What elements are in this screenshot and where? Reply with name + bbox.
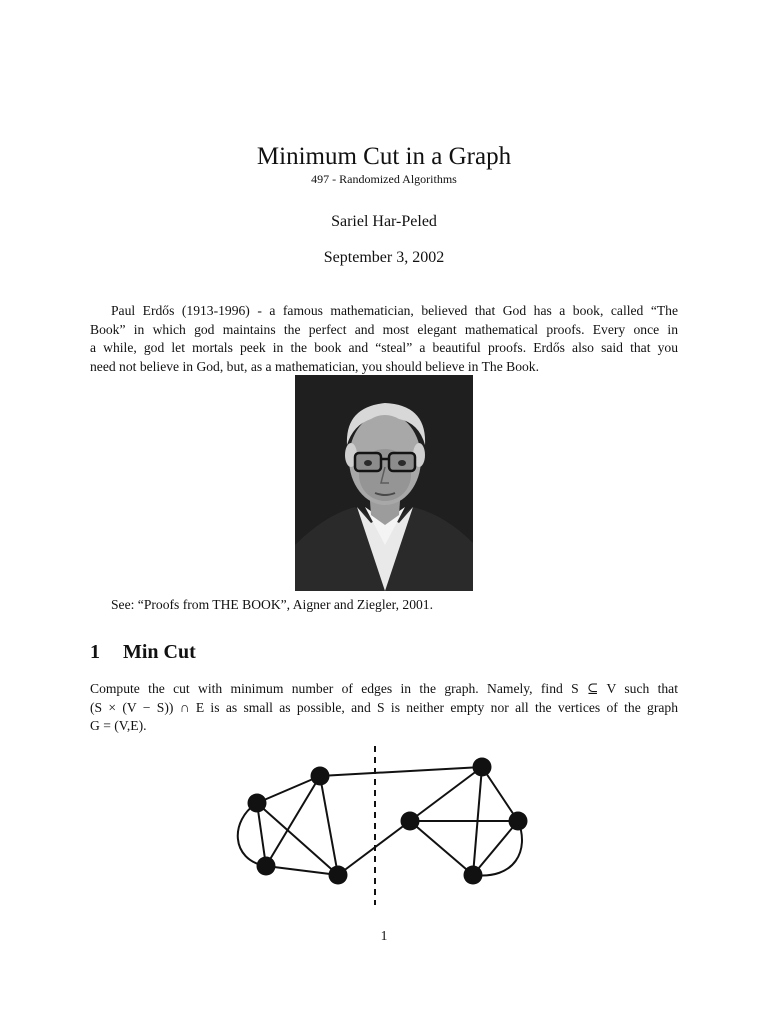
graph-edge xyxy=(320,767,482,776)
intro-line: Paul Erdős (1913-1996) - a famous mathematician, believed that God has a book, called “The xyxy=(111,303,678,318)
graph-edge xyxy=(257,803,266,866)
intro-line: a while, god let mortals peek in the book and “steal” a beautiful proofs. Erdős also said that you xyxy=(90,340,678,356)
graph-node xyxy=(473,758,492,777)
mincut-line: Compute the cut with minimum number of edges in the graph. Namely, find S ⊆ V such that xyxy=(90,681,678,696)
graph-node xyxy=(311,767,330,786)
intro-line: need not believe in God, but, as a mathematician, you should believe in The Book. xyxy=(90,359,539,375)
graph-edge xyxy=(482,767,518,821)
portrait-illustration xyxy=(295,375,473,591)
mincut-paragraph xyxy=(90,680,678,736)
graph-edges xyxy=(238,767,522,876)
graph-edge xyxy=(410,767,482,821)
section-number: 1 xyxy=(90,641,100,663)
graph-edge xyxy=(410,821,473,875)
portrait-photo xyxy=(295,375,473,591)
mincut-line: G = (V,E). xyxy=(90,718,147,734)
page-number: 1 xyxy=(380,928,388,943)
paper-author: Sariel Har-Peled xyxy=(331,213,437,230)
intro-line: Book” in which god maintains the perfect and most elegant mathematical proofs. Every once in xyxy=(90,321,678,337)
section-title: Min Cut xyxy=(123,641,196,663)
graph-figure xyxy=(230,740,530,910)
paper-date: September 3, 2002 xyxy=(323,249,445,266)
graph-node xyxy=(401,812,420,831)
graph-node xyxy=(464,866,483,885)
graph-node xyxy=(257,857,276,876)
graph-node xyxy=(329,866,348,885)
graph-edge xyxy=(257,776,320,803)
section-heading xyxy=(90,640,196,664)
mincut-line: (S × (V − S)) ∩ E is as small as possible, and S is neither empty nor all the vertices of the graph xyxy=(90,699,678,715)
paper-title: Minimum Cut in a Graph xyxy=(256,143,512,170)
reference-note: See: “Proofs from THE BOOK”, Aigner and Ziegler, 2001. xyxy=(111,597,433,612)
paper-subtitle: 497 - Randomized Algorithms xyxy=(311,172,457,186)
intro-paragraph xyxy=(90,302,678,377)
graph-node xyxy=(509,812,528,831)
graph-node xyxy=(248,794,267,813)
graph-edge xyxy=(266,866,338,875)
